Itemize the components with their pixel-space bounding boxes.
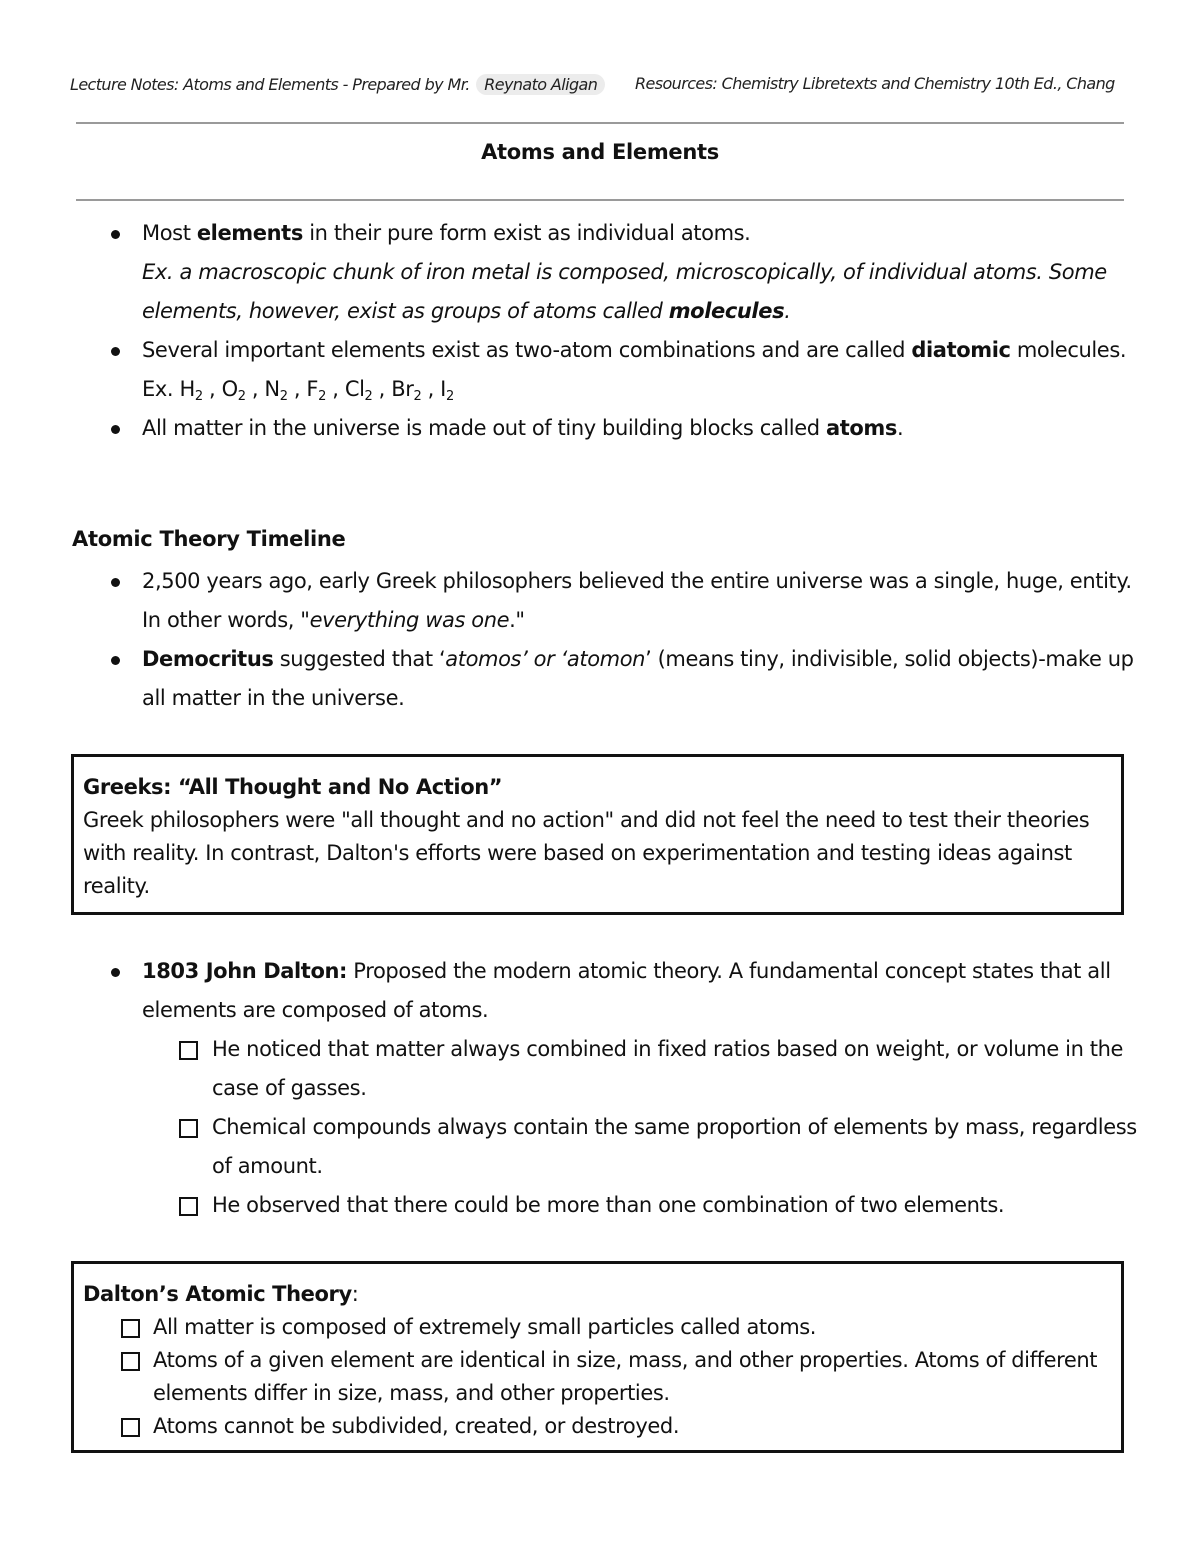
text: Most — [142, 221, 197, 245]
term-diatomic: diatomic — [911, 338, 1011, 362]
header-resources: Resources: Chemistry Libretexts and Chemistry 10th Ed., Chang — [635, 74, 1115, 93]
text: in their pure form exist as individual atoms. — [302, 221, 751, 245]
formula-subscript: 2 — [445, 389, 454, 404]
checkbox[interactable] — [121, 1418, 140, 1437]
header-prefix: Lecture Notes: Atoms and Elements - Prepared by Mr. — [70, 75, 470, 94]
separator: , — [245, 377, 265, 401]
title-divider — [76, 199, 1124, 201]
example-text — [142, 253, 1140, 331]
header-left — [70, 74, 605, 95]
term-elements: elements — [196, 221, 303, 245]
formula-subscript: 2 — [413, 389, 422, 404]
chemical-formula: H — [179, 377, 195, 401]
list-item — [70, 214, 1140, 331]
list-item — [70, 952, 1140, 1030]
page-title: Atoms and Elements — [481, 140, 719, 164]
formula-subscript: 2 — [364, 389, 373, 404]
list-item — [70, 409, 1140, 448]
list-item — [70, 640, 1140, 718]
intro-section — [70, 214, 1140, 448]
text: He observed that there could be more than one combination of two elements. — [212, 1193, 1005, 1217]
text: Several important elements exist as two-atom combinations and are called — [142, 338, 912, 362]
checklist-item — [70, 1030, 1140, 1108]
greeks-callout-box — [71, 754, 1124, 915]
text: : — [351, 1282, 359, 1306]
checklist-item — [83, 1344, 1121, 1410]
dalton-theory-box — [71, 1261, 1124, 1453]
text: ." — [509, 608, 525, 632]
chemical-formula: Br — [391, 377, 414, 401]
term-john-dalton: 1803 John Dalton: — [142, 959, 348, 983]
callout-title: Greeks: “All Thought and No Action” — [83, 775, 503, 799]
dalton-theory-list — [83, 1311, 1121, 1443]
text: Chemical compounds always contain the same proportion of elements by mass, regardless of amount. — [212, 1115, 1137, 1178]
separator: , — [325, 377, 345, 401]
formula-subscript: 2 — [194, 389, 203, 404]
text: molecules. — [1010, 338, 1127, 362]
checkbox[interactable] — [121, 1319, 140, 1338]
checklist-item — [70, 1186, 1140, 1225]
text: Atoms cannot be subdivided, created, or destroyed. — [153, 1414, 680, 1438]
chemical-formula: N — [264, 377, 280, 401]
page-header — [70, 72, 1130, 98]
term-atoms: atoms — [825, 416, 897, 440]
text: Atoms of a given element are identical in size, mass, and other properties. Atoms of different elements differ in size, mass, and other properties. — [153, 1348, 1098, 1405]
text: atomon — [566, 647, 646, 671]
formula-subscript: 2 — [279, 389, 288, 404]
list-item — [70, 562, 1140, 640]
callout-body: Greek philosophers were "all thought and no action" and did not feel the need to test their theories with reality. In contrast, Dalton's efforts were based on experimentation and testing ideas against reality. — [83, 808, 1090, 898]
text: ’ (means tiny, indivisible, solid objects)-make up all matter in the universe. — [142, 647, 1134, 710]
checkbox[interactable] — [179, 1041, 198, 1060]
checkbox[interactable] — [179, 1119, 198, 1138]
text: 2,500 years ago, early Greek philosophers believed the entire universe was a single, huge, entity. In other words, " — [142, 569, 1132, 632]
text: everything was one — [309, 608, 510, 632]
dalton-section — [70, 952, 1140, 1225]
molecule-list — [179, 377, 454, 404]
checkbox[interactable] — [121, 1352, 140, 1371]
section-heading: Atomic Theory Timeline — [72, 527, 346, 551]
formula-subscript: 2 — [237, 389, 246, 404]
text: All matter is composed of extremely small particles called atoms. — [153, 1315, 817, 1339]
chemical-formula: Cl — [344, 377, 365, 401]
term-democritus: Democritus — [142, 647, 274, 671]
term-molecules: molecules — [668, 299, 785, 323]
chemical-formula: O — [221, 377, 238, 401]
text: atomos — [445, 647, 522, 671]
separator: , — [202, 377, 222, 401]
top-divider — [76, 122, 1124, 124]
checklist-item — [83, 1311, 1121, 1344]
timeline-section — [70, 562, 1140, 718]
separator: , — [287, 377, 307, 401]
chemical-formula: I — [440, 377, 446, 401]
text: Proposed the modern atomic theory. A fundamental concept states that all elements are composed of atoms. — [142, 959, 1111, 1022]
text: Ex. — [142, 377, 180, 401]
checklist-item — [83, 1410, 1121, 1443]
text: He noticed that matter always combined in fixed ratios based on weight, or volume in the case of gasses. — [212, 1037, 1124, 1100]
separator: , — [372, 377, 392, 401]
diatomic-examples — [142, 370, 1140, 409]
separator: , — [421, 377, 441, 401]
callout-title — [83, 1278, 1121, 1311]
checkbox[interactable] — [179, 1197, 198, 1216]
text: . — [784, 299, 791, 323]
author-chip[interactable]: Reynato Aligan — [476, 74, 605, 95]
dalton-observations — [70, 1030, 1140, 1225]
text: suggested that ‘ — [273, 647, 446, 671]
list-item — [70, 331, 1140, 409]
checklist-item — [70, 1108, 1140, 1186]
text: Ex. a macroscopic chunk of iron metal is composed, microscopically, of individual atoms. Some elements, however, exist as groups of atoms called — [142, 260, 1107, 323]
chemical-formula: F — [306, 377, 319, 401]
formula-subscript: 2 — [318, 389, 326, 404]
text: ’ or ‘ — [521, 647, 567, 671]
text: Dalton’s Atomic Theory — [83, 1282, 352, 1306]
text: All matter in the universe is made out of tiny building blocks called — [142, 416, 826, 440]
text: . — [897, 416, 904, 440]
